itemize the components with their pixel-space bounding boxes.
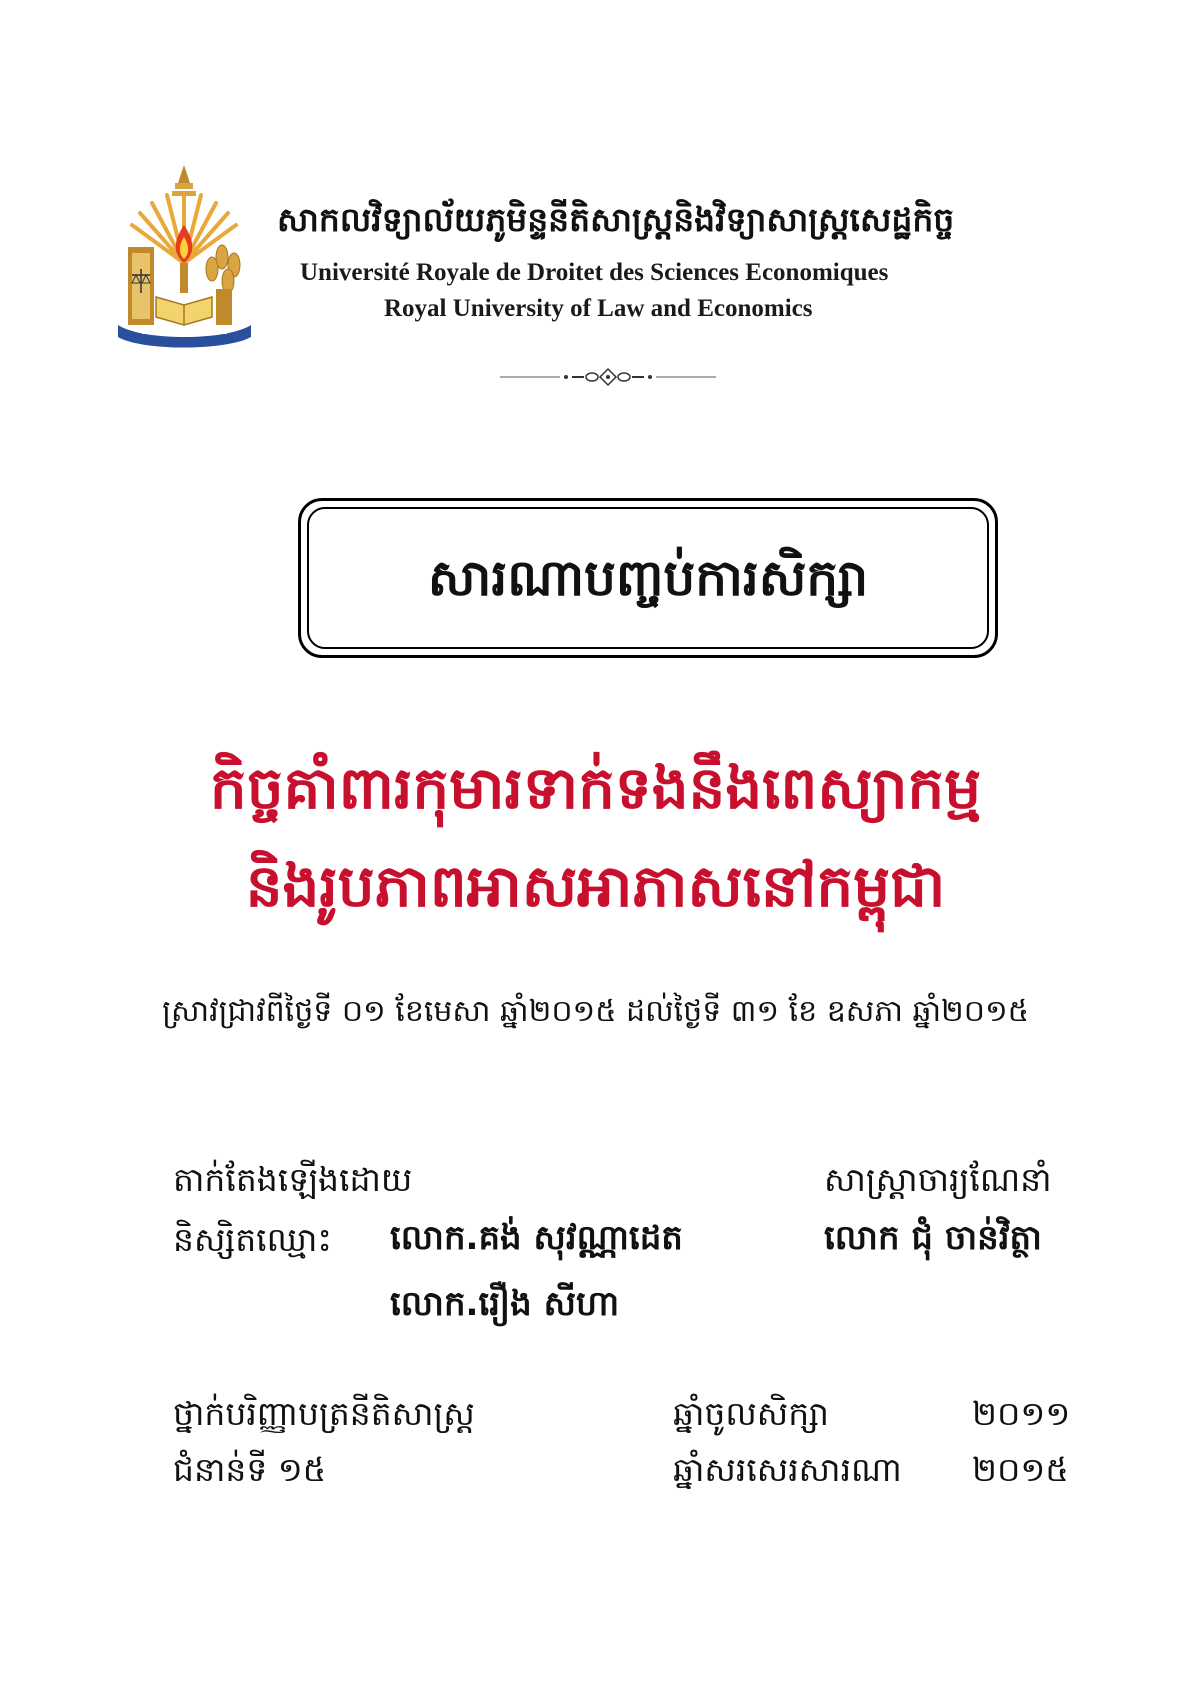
document-type-label: សារណាបញ្ចប់ការសិក្សា <box>427 549 869 607</box>
research-period: ស្រាវជ្រាវពីថ្ងៃទី ០១ ខែមេសា ឆ្នាំ២០១៥ ដល់ថ្ងៃទី ៣១ ខែ ឧសភា ឆ្នាំ២០១៥ <box>162 994 1029 1029</box>
thesis-title-line-2: និងរូបភាពអាសអាភាសនៅកម្ពុជា <box>245 852 946 920</box>
entry-year-label: ឆ្នាំចូលសិក្សា <box>673 1394 829 1433</box>
generation-label: ជំនាន់ទី ១៥ <box>173 1450 327 1489</box>
student-name-label: និស្សិតឈ្មោះ <box>173 1220 332 1259</box>
author-name-2: លោក.រឿង សីហា <box>390 1284 620 1324</box>
supervisor-label: សាស្ត្រាចារ្យណែនាំ <box>824 1160 1052 1199</box>
university-name-french: Université Royale de Droitet des Sciences Economiques <box>300 259 889 286</box>
university-name-english: Royal University of Law and Economics <box>384 295 813 322</box>
thesis-title-line-1: កិច្ចគាំពារកុមារទាក់ទងនឹងពេស្យាកម្ម <box>209 754 982 822</box>
university-name-khmer: សាកលវិទ្យាល័យភូមិន្ទនីតិសាស្ត្រនិងវិទ្យាសាស្ត្រសេដ្ឋកិច្ច <box>277 200 955 239</box>
graduation-year-label: ឆ្នាំសរសេរសារណា <box>673 1450 902 1489</box>
graduation-year-value: ២០១៥ <box>972 1450 1069 1489</box>
degree-label: ថ្នាក់បរិញ្ញាបត្រនីតិសាស្ត្រ <box>173 1394 475 1433</box>
author-name-1: លោក.គង់ សុវណ្ណាដេត <box>390 1218 683 1258</box>
supervisor-name: លោក ជុំ ចាន់វិត្ថា <box>824 1218 1042 1258</box>
entry-year-value: ២០១១ <box>972 1394 1071 1433</box>
document-type-box <box>298 498 998 658</box>
university-logo <box>112 165 257 350</box>
prepared-by-label: តាក់តែងឡើងដោយ <box>173 1160 413 1199</box>
ornamental-divider <box>500 364 716 390</box>
